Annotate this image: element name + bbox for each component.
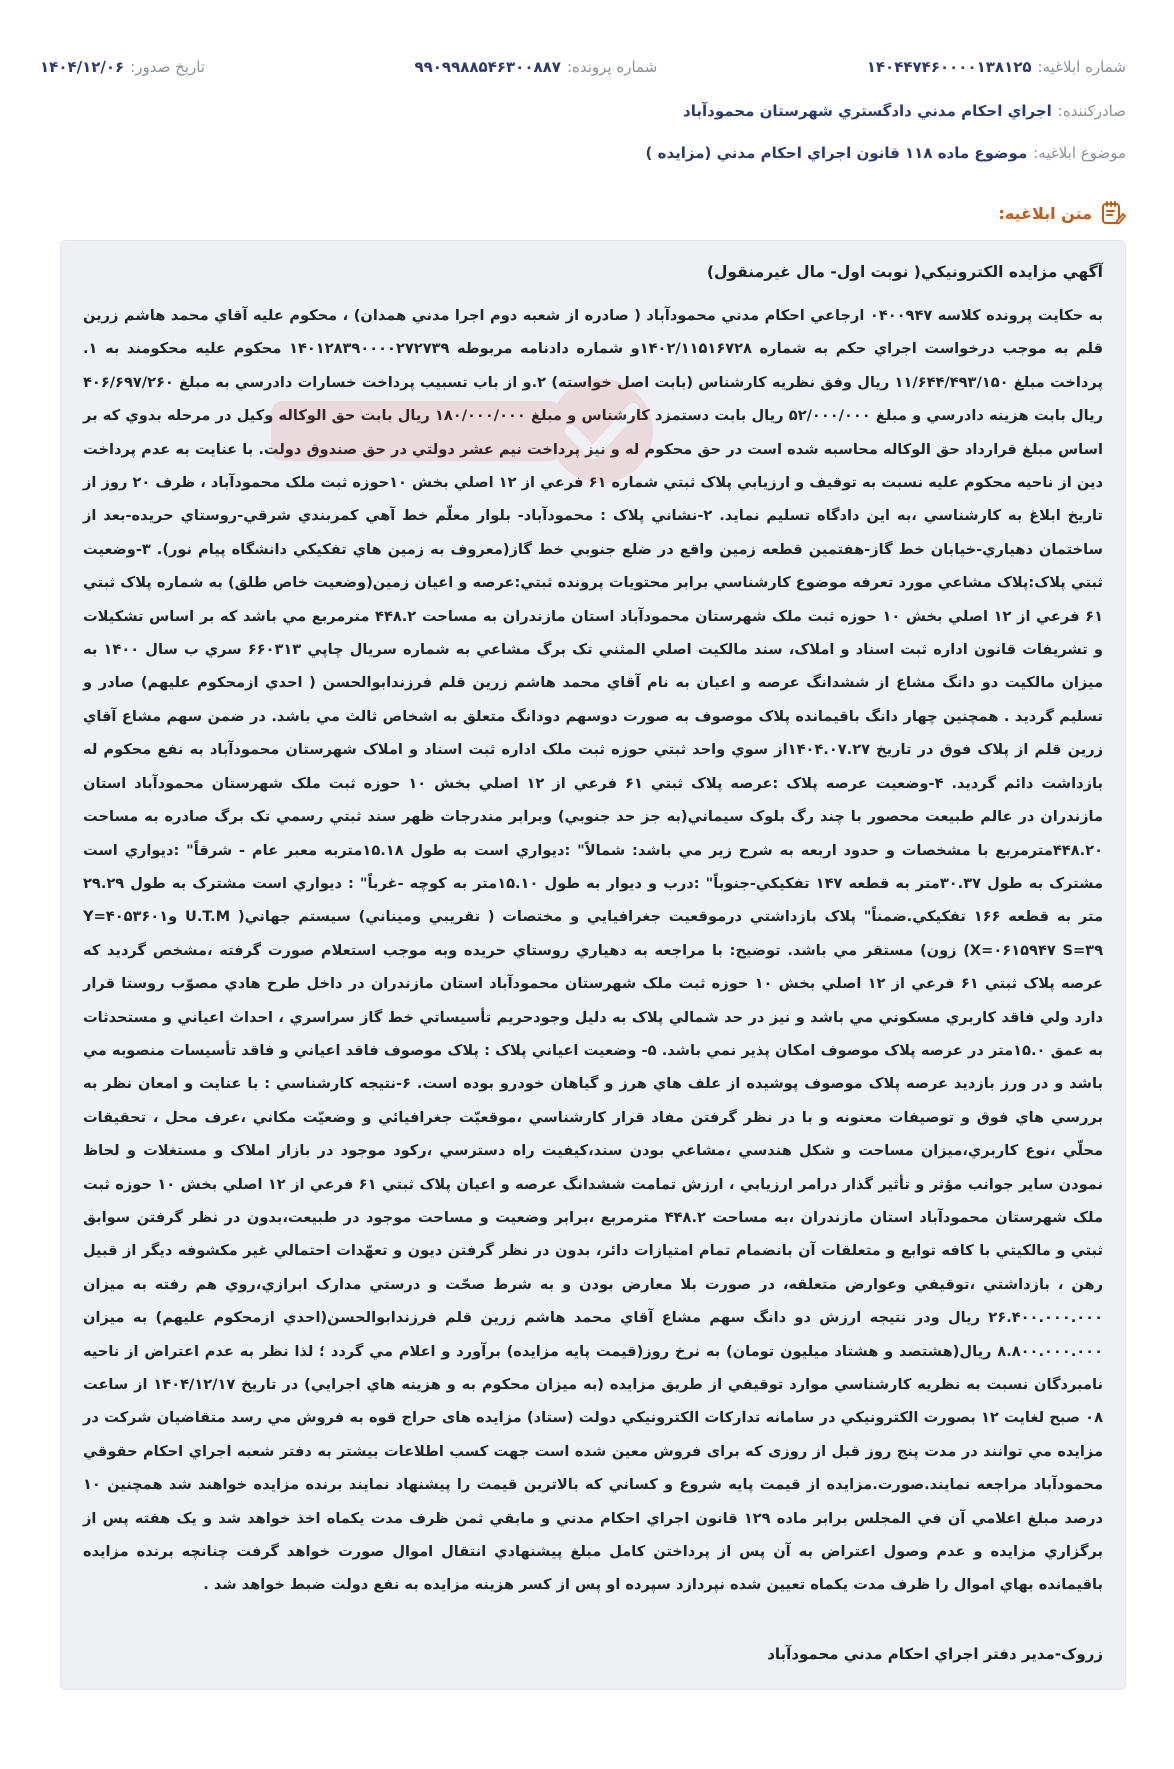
- case-number-label: شماره پرونده:: [566, 58, 658, 76]
- notice-number-group: [867, 58, 1126, 76]
- subject-label: موضوع ابلاغيه:: [1033, 144, 1126, 162]
- notice-text-heading: [998, 200, 1126, 226]
- notice-signature: زروک-مدير دفتر اجراي احکام مدني محمودآباد: [767, 1645, 1103, 1663]
- notice-body-box: [60, 240, 1126, 1690]
- issue-date-label: تاريخ صدور:: [130, 58, 205, 76]
- meta-row-issuer: [40, 102, 1126, 120]
- case-number: ۹۹۰۹۹۸۸۵۴۶۳۰۰۸۸۷: [414, 58, 561, 76]
- issue-date-group: [40, 58, 205, 76]
- notice-number-label: شماره ابلاغيه:: [1037, 58, 1126, 76]
- subject: موضوع ماده ۱۱۸ قانون اجراي احکام مدني (مزايده ): [645, 144, 1028, 162]
- issue-date: ۱۴۰۴/۱۲/۰۶: [40, 58, 125, 76]
- case-number-group: [414, 58, 657, 76]
- notice-body-text: به حکايت پرونده کلاسه ۰۴۰۰۹۴۷ ارجاعي احکام مدني محمودآباد ( صادره از شعبه دوم اجرا مدني همدان) ، محکوم عليه آقاي محمد هاشم زرين قلم به موجب درخواست اجراي حکم به شماره ۱۴۰۲/۱۱۵۱۶۷۲۸و شماره دادنامه مربوطه ۱۴۰۱۲۸۳۹۰۰۰۰۲۷۲۷۳۹ محکوم عليه محکومند به ۱. پرداخت مبلغ ۱۱/۶۴۴/۴۹۳/۱۵۰ ريال وفق نظريه کارشناس (بابت اصل خواسته) ۲.و از باب تسبيب پرداخت خسارات دادرسي به مبلغ ۴۰۶/۶۹۷/۲۶۰ ريال بابت هزينه دادرسي و مبلغ ۵۲/۰۰۰/۰۰۰ ريال بابت دستمزد کارشناس و مبلغ ۱۸۰/۰۰۰/۰۰۰ ريال بابت حق الوکاله وکيل در مرحله بدوي که بر اساس مبلغ قرارداد حق الوکاله محاسبه شده است در حق محکوم له و نيز پرداخت نيم عشر دولتي در حق صندوق دولت. با عنايت به عدم پرداخت دين از ناحيه محکوم عليه نسبت به توقيف و ارزيابي پلاک ثبتي شماره ۶۱ فرعي از ۱۲ اصلي بخش ۱۰حوزه ثبت ملک محمودآباد ، ظرف ۲۰ روز از تاريخ ابلاغ به کارشناسي ،به اين دادگاه تسليم نمايد. ۲-نشاني پلاک : محمودآباد- بلوار معلّم خط آهي کمربندي شرقي-روستاي حريده-بعد از ساختمان دهياري-خيابان خط گاز-هفتمين قطعه زمين واقع در ضلع جنوبي خط گاز(معروف به زمين هاي تفکيکي دانشگاه پيام نور). ۳-وضعيت ثبتي پلاک:پلاک مشاعي مورد تعرفه موضوع کارشناسي برابر محتويات پرونده ثبتي:عرصه و اعيان زمين(وضعيت خاص طلق) به شماره پلاک ثبتي ۶۱ فرعي از ۱۲ اصلي بخش ۱۰ حوزه ثبت ملک شهرستان محمودآباد استان مازندران به مساحت ۴۴۸.۲ مترمربع مي باشد که بر اساس تشکيلات و تشريفات قانون اداره ثبت اسناد و املاک، سند مالکيت اصلي المثني تک برگ مشاعي به شماره سريال چاپي ۶۶۰۳۱۳ سري ب سال ۱۴۰۰ به ميزان مالکيت دو دانگ مشاع از ششدانگ عرصه و اعيان به نام آقاي محمد هاشم زرين قلم فرزندابوالحسن ( احدي ازمحکوم عليهم) صادر و تسليم گرديد . همچنين چهار دانگ باقيمانده پلاک موصوف به صورت دوسهم دودانگ متعلق به اشخاص ثالث مي باشد. در ضمن سهم مشاع آقاي زرين قلم از پلاک فوق در تاريخ ۱۴۰۴.۰۷.۲۷از سوي واحد ثبتي حوزه ثبت ملک اداره ثبت اسناد و املاک شهرستان محمودآباد به نفع محکوم له بازداشت دائم گرديد. ۴-وضعيت عرصه پلاک :عرصه پلاک ثبتي ۶۱ فرعي از ۱۲ اصلي بخش ۱۰ حوزه ثبت ملک شهرستان محمودآباد استان مازندران در عالم طبيعت محصور با چند رگ بلوک سيماني(به جز حد جنوبي) وبرابر مندرجات ظهر سند ثبتي رسمي تک برگ صادره به مساحت ۴۴۸.۲۰مترمربع با مشخصات و حدود اربعه به شرح زير مي باشد: شمالاً" :ديواري است به طول ۱۵.۱۸متربه معبر عام - شرقاً" :ديواري است مشترک به طول ۳۰.۳۷متر به قطعه ۱۴۷ تفکيکي-جنوباً" :درب و ديوار به طول ۱۵.۱۰متر به کوچه -غرباً" : ديواري است مشترک به طول ۲۹.۲۹ متر به قطعه ۱۶۶ تفکيکي.ضمناً" پلاک بازداشتي درموقعيت جغرافيايي و مختصات ( تقريبي وميناني) سيستم جهاني( U.T.M وY=۴۰۵۳۶۰۱ X=۰۶۱۵۹۴۷ S=۳۹) زون) مستقر مي باشد. توضيح: با مراجعه به دهياري روستاي حريده وبه موجب استعلام صورت گرفته ،مشخص گرديد که عرصه پلاک ثبتي ۶۱ فرعي از ۱۲ اصلي بخش ۱۰ حوزه ثبت ملک شهرستان محمودآباد استان مازندران در داخل طرح هادي مصوّب روستا قرار دارد ولي فاقد کاربري مسکوني مي باشد و نيز در حد شمالي پلاک به دليل وجودحريم تأسيساتي خط گاز سراسري ، احداث اعياني و مستحدثات به عمق ۱۵.۰متر در عرصه پلاک موصوف امکان پذير نمي باشد. ۵- وضعيت اعياني پلاک : پلاک موصوف فاقد اعياني و فاقد تأسيسات منصوبه مي باشد و در ورز بازديد عرصه پلاک موصوف پوشيده از علف هاي هرز و گياهان خودرو بوده است. ۶-نتيجه کارشناسي : با عنايت و امعان نظر به بررسي هاي فوق و توصيفات معنونه و با در نظر گرفتن مفاد قرار کارشناسي ،موقعيّت جغرافيائي و وضعيّت مکاني ،عرف محل ، تحقيقات محلّي ،نوع کاربري،ميزان مساحت و شکل هندسي ،مشاعي بودن سند،کيفيت راه دسترسي ،رکود موجود در بازار املاک و مستغلات و لحاظ نمودن ساير جوانب مؤثر و تأثير گذار درامر ارزيابي ، ارزش تمامت ششدانگ عرصه و اعيان پلاک ثبتي ۶۱ فرعي از ۱۲ اصلي بخش ۱۰ حوزه ثبت ملک شهرستان محمودآباد استان مازندران ،به مساحت ۴۴۸.۲ مترمربع ،برابر وضعيت و مساحت موجود در طبيعت،بدون در نظر گرفتن سوابق ثبتي و مالکيتي با کافه توابع و متعلقات آن بانضمام تمام امتيازات دائر، بدون در نظر گرفتن ديون و تعهّدات احتمالي غير مکشوفه ديگر از قبيل رهن ، بازداشتي ،توقيفي وعوارض متعلقه، در صورت بلا معارض بودن و به شرط صحّت و درستي مدارک ابرازي،روي هم رفته به ميزان ۲۶.۴۰۰.۰۰۰.۰۰۰ ريال ودر نتيجه ارزش دو دانگ سهم مشاع آقاي محمد هاشم زرين قلم فرزندابوالحسن(احدي ازمحکوم عليهم) به ميزان ۸.۸۰۰.۰۰۰.۰۰۰ ريال(هشتصد و هشتاد ميليون تومان) به نرخ روز(قيمت پايه مزايده) برآورد و اعلام مي گردد ؛ لذا نظر به عدم اعتراض از ناحيه نامبردگان نسبت به نظريه کارشناسي موارد توقيفي از طريق مزايده (به ميزان محکوم به و هزينه هاي اجرايي) در تاريخ ۱۴۰۴/۱۲/۱۷ از ساعت ۰۸ صبح لغايت ۱۲ بصورت الکترونيکي در سامانه تدارکات الکترونيکي دولت (ستاد) مزايده هاى حراج قوه به فروش مي رسد متقاضيان شرکت در مزايده مي توانند در مدت پنج روز قبل از روزی که برای فروش معين شده است جهت کسب اطلاعات بيشتر به دفتر شعبه اجراي احکام حقوقي محمودآباد مراجعه نمايند.صورت.مزايده از قيمت پايه شروع و کساني که بالاترين قيمت را پيشنهاد نمايند برنده مزايده خواهند شد همچنين ۱۰ درصد مبلغ اعلامي آن في المجلس برابر ماده ۱۲۹ قانون اجراي احکام مدني و مابقي ثمن ظرف مدت يکماه اخذ خواهد شد و يک هفته پس از برگزاري مزايده و عدم وصول اعتراض به آن پس از پرداختن کامل مبلغ پيشنهادي انتقال اموال صورت خواهد گرفت چنانچه برنده مزايده باقيمانده بهاي اموال را ظرف مدت يکماه تعيين شده نپردازد سپرده او پس از کسر هزينه مزايده به نفع دولت ضبط خواهد شد .: [83, 307, 1104, 1594]
- section-title: متن ابلاغيه:: [998, 203, 1092, 223]
- meta-row-numbers: [40, 58, 1126, 76]
- notepad-pen-icon: [1100, 200, 1126, 226]
- issuer: اجراي احکام مدني دادگستري شهرستان محمودآباد: [683, 102, 1052, 120]
- notice-number: ۱۴۰۴۴۷۴۶۰۰۰۰۱۳۸۱۲۵: [866, 58, 1032, 76]
- notice-title: آگهي مزايده الکترونيکي( نوبت اول- مال غيرمنقول): [706, 263, 1103, 281]
- meta-row-subject: [40, 144, 1126, 162]
- issuer-label: صادرکننده:: [1057, 102, 1126, 120]
